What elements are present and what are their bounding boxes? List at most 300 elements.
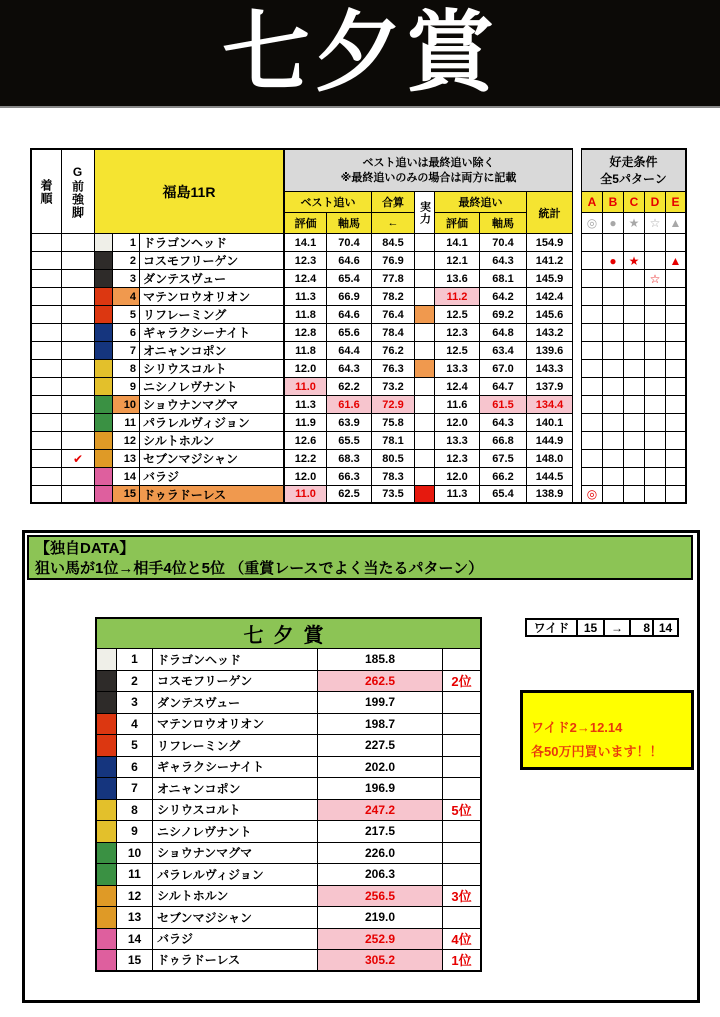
pattern-mark-c [624,234,645,252]
spacer [573,324,582,342]
pattern-mark-c [624,324,645,342]
pattern-mark-e [666,468,687,486]
saishu-jikuba: 64.3 [480,414,527,432]
saishu-jikuba: 64.8 [480,324,527,342]
pattern-mark-a [582,432,603,450]
best-hyoka: 11.8 [285,342,327,360]
pattern-mark-c [624,270,645,288]
horse-name: ニシノレヴナント [140,378,285,396]
pattern-mark-b [603,378,624,396]
pattern-mark-b [603,270,624,288]
wide-bet-strip [525,618,679,637]
pattern-header-line2: 全5パターン [600,171,667,186]
spacer [573,306,582,324]
toukei-cell: 154.9 [527,234,573,252]
table-note [285,148,573,192]
race-name-cell: 福島11R [95,148,285,234]
best-hyoka: 12.3 [285,252,327,270]
toukei-cell: 142.4 [527,288,573,306]
horse-number: 3 [117,692,153,714]
finish-order-cell [30,432,62,450]
horse-name: ドゥラドーレス [153,950,318,972]
pattern-symbol-a: ◎ [582,213,603,234]
g-mae-cell [62,306,95,324]
gassan-cell: 76.2 [372,342,415,360]
saishu-hyoka: 11.6 [435,396,480,414]
points-value: 247.2 [318,800,443,822]
frame-color-swatch [95,778,117,800]
rank-cell [443,907,482,929]
pattern-mark-b: ● [603,252,624,270]
pattern-letter-b: B [603,192,624,213]
jitsuryoku-cell [415,450,435,468]
pattern-mark-c [624,360,645,378]
pattern-mark-d [645,342,666,360]
horse-name: ショウナンマグマ [153,843,318,865]
best-jikuba: 65.6 [327,324,372,342]
col-header-g-mae: G前強脚 [62,148,95,234]
pattern-mark-b [603,450,624,468]
toukei-cell: 144.9 [527,432,573,450]
spacer [573,486,582,504]
horse-number: 5 [113,306,140,324]
horse-number: 7 [113,342,140,360]
pattern-mark-a [582,378,603,396]
pattern-mark-a [582,234,603,252]
pattern-mark-c: ★ [624,252,645,270]
frame-color-swatch [95,950,117,972]
bet-note-line1: ワイド2→12.14 [531,720,623,735]
frame-color-swatch [95,843,117,865]
frame-color-swatch [95,342,113,360]
horse-number: 9 [117,821,153,843]
horse-number: 1 [117,649,153,671]
spacer [573,213,582,234]
table-note-line1: ベスト追いは最終追い除く [362,156,495,169]
spacer [573,288,582,306]
finish-order-cell [30,342,62,360]
original-data-section [22,530,700,1003]
saishu-hyoka: 12.5 [435,306,480,324]
pattern-mark-b [603,414,624,432]
horse-number: 13 [117,907,153,929]
spacer [573,342,582,360]
pattern-mark-e [666,396,687,414]
pattern-mark-c [624,396,645,414]
pattern-mark-e [666,306,687,324]
points-value: 219.0 [318,907,443,929]
rank-cell [443,778,482,800]
gassan-cell: 78.2 [372,288,415,306]
best-hyoka: 12.0 [285,468,327,486]
pattern-mark-a [582,360,603,378]
g-mae-cell [62,288,95,306]
toukei-cell: 143.3 [527,360,573,378]
saishu-jikuba: 64.2 [480,288,527,306]
g-mae-cell [62,486,95,504]
jitsuryoku-cell [415,252,435,270]
frame-color-swatch [95,234,113,252]
pattern-mark-b [603,234,624,252]
finish-order-cell [30,450,62,468]
pattern-mark-d [645,396,666,414]
rank-cell [443,864,482,886]
horse-name: セブンマジシャン [153,907,318,929]
horse-name: オニャンコポン [140,342,285,360]
banner-line1: 【独自DATA】 [35,540,135,557]
toukei-cell: 137.9 [527,378,573,396]
best-jikuba: 63.9 [327,414,372,432]
rank-cell: 2位 [443,671,482,693]
g-mae-cell [62,432,95,450]
pattern-symbol-e: ▲ [666,213,687,234]
gassan-cell: 72.9 [372,396,415,414]
points-value: 262.5 [318,671,443,693]
saishu-jikuba: 63.4 [480,342,527,360]
jitsuryoku-cell [415,324,435,342]
frame-color-swatch [95,360,113,378]
gassan-cell: 76.4 [372,306,415,324]
best-jikuba: 66.3 [327,468,372,486]
frame-color-swatch [95,486,113,504]
col-header-hyoka-saishu: 評価 [435,213,480,234]
col-header-gassan: 合算 [372,192,415,213]
col-header-jitsuryoku: 実力 [415,192,435,234]
pattern-mark-a: ◎ [582,486,603,504]
gassan-cell: 77.8 [372,270,415,288]
gassan-cell: 84.5 [372,234,415,252]
pattern-symbol-d: ☆ [645,213,666,234]
g-mae-cell: ✔ [62,450,95,468]
spacer [573,414,582,432]
horse-number: 15 [117,950,153,972]
pattern-letter-a: A [582,192,603,213]
saishu-jikuba: 70.4 [480,234,527,252]
pattern-letter-c: C [624,192,645,213]
jitsuryoku-cell [415,432,435,450]
pattern-mark-a [582,288,603,306]
jitsuryoku-cell [415,306,435,324]
gassan-cell: 76.3 [372,360,415,378]
horse-number: 13 [113,450,140,468]
jitsuryoku-cell [415,378,435,396]
best-hyoka: 12.8 [285,324,327,342]
wide-from: 15 [576,618,605,637]
frame-color-swatch [95,378,113,396]
saishu-hyoka: 12.1 [435,252,480,270]
horse-name: オニャンコポン [153,778,318,800]
pattern-mark-c [624,288,645,306]
frame-color-swatch [95,450,113,468]
g-mae-cell [62,396,95,414]
wide-label: ワイド [525,618,578,637]
horse-number: 10 [117,843,153,865]
horse-name: リフレーミング [140,306,285,324]
toukei-cell: 148.0 [527,450,573,468]
points-value: 256.5 [318,886,443,908]
saishu-jikuba: 66.2 [480,468,527,486]
horse-name: ギャラクシーナイト [153,757,318,779]
best-hyoka: 11.0 [285,378,327,396]
jitsuryoku-cell [415,486,435,504]
frame-color-swatch [95,288,113,306]
pattern-mark-e [666,486,687,504]
spacer [573,252,582,270]
pattern-mark-e: ▲ [666,252,687,270]
race-title-band [0,0,720,108]
finish-order-cell [30,288,62,306]
horse-number: 11 [117,864,153,886]
pattern-mark-e [666,324,687,342]
saishu-jikuba: 64.7 [480,378,527,396]
g-mae-cell [62,252,95,270]
rank-cell: 3位 [443,886,482,908]
race-analysis-table [30,148,687,504]
pattern-mark-e [666,432,687,450]
best-jikuba: 70.4 [327,234,372,252]
spacer [573,378,582,396]
saishu-jikuba: 65.4 [480,486,527,504]
saishu-hyoka: 13.6 [435,270,480,288]
gassan-cell: 76.9 [372,252,415,270]
pattern-mark-c [624,468,645,486]
points-value: 305.2 [318,950,443,972]
jitsuryoku-cell [415,270,435,288]
points-value: 227.5 [318,735,443,757]
pattern-mark-e [666,414,687,432]
pattern-mark-a [582,342,603,360]
spacer [573,192,582,213]
finish-order-cell [30,378,62,396]
saishu-jikuba: 68.1 [480,270,527,288]
pattern-mark-b [603,468,624,486]
saishu-hyoka: 11.2 [435,288,480,306]
best-jikuba: 61.6 [327,396,372,414]
g-mae-cell [62,324,95,342]
toukei-cell: 144.5 [527,468,573,486]
horse-name: ダンテスヴュー [140,270,285,288]
pattern-mark-c [624,486,645,504]
best-jikuba: 62.2 [327,378,372,396]
toukei-cell: 141.2 [527,252,573,270]
horse-name: シルトホルン [140,432,285,450]
best-hyoka: 11.0 [285,486,327,504]
pattern-mark-d [645,306,666,324]
saishu-hyoka: 13.3 [435,360,480,378]
horse-number: 4 [117,714,153,736]
frame-color-swatch [95,468,113,486]
horse-name: バラジ [153,929,318,951]
toukei-cell: 145.6 [527,306,573,324]
horse-name: セブンマジシャン [140,450,285,468]
best-hyoka: 11.3 [285,288,327,306]
pattern-mark-d [645,486,666,504]
toukei-cell: 134.4 [527,396,573,414]
frame-color-swatch [95,800,117,822]
pattern-symbol-b: ● [603,213,624,234]
col-header-finish-order: 着順 [30,148,62,234]
best-jikuba: 65.4 [327,270,372,288]
col-header-toukei: 統計 [527,192,573,234]
best-jikuba: 64.6 [327,306,372,324]
bet-note-line2: 各50万円買います！！ [531,744,663,760]
finish-order-cell [30,324,62,342]
saishu-hyoka: 12.3 [435,450,480,468]
horse-number: 7 [117,778,153,800]
horse-name: シルトホルン [153,886,318,908]
wide-arrow: → [603,618,631,637]
horse-number: 2 [117,671,153,693]
toukei-cell: 140.1 [527,414,573,432]
frame-color-swatch [95,821,117,843]
wide-to2: 14 [652,618,679,637]
toukei-cell: 138.9 [527,486,573,504]
gassan-cell: 78.3 [372,468,415,486]
best-jikuba: 68.3 [327,450,372,468]
pattern-mark-a [582,252,603,270]
horse-name: マテンロウオリオン [140,288,285,306]
horse-name: バラジ [140,468,285,486]
g-mae-cell [62,360,95,378]
col-header-arrow: ← [372,213,415,234]
g-mae-cell [62,342,95,360]
saishu-hyoka: 13.3 [435,432,480,450]
col-header-jikuba-saishu: 軸馬 [480,213,527,234]
rank-cell: 4位 [443,929,482,951]
pattern-mark-d [645,378,666,396]
spacer [573,148,582,192]
g-mae-cell [62,378,95,396]
frame-color-swatch [95,649,117,671]
best-jikuba: 65.5 [327,432,372,450]
jitsuryoku-cell [415,360,435,378]
points-value: 206.3 [318,864,443,886]
horse-number: 9 [113,378,140,396]
horse-number: 14 [113,468,140,486]
jitsuryoku-cell [415,342,435,360]
frame-color-swatch [95,929,117,951]
spacer [573,432,582,450]
rank-cell [443,649,482,671]
pattern-mark-d [645,324,666,342]
original-data-banner [27,535,693,580]
finish-order-cell [30,360,62,378]
pattern-mark-c [624,342,645,360]
rank-cell [443,735,482,757]
frame-color-swatch [95,306,113,324]
pattern-mark-b [603,360,624,378]
pattern-mark-c [624,432,645,450]
pattern-mark-d [645,468,666,486]
bet-note-box [520,690,694,770]
frame-color-swatch [95,735,117,757]
horse-name: マテンロウオリオン [153,714,318,736]
horse-name: ドゥラドーレス [140,486,285,504]
frame-color-swatch [95,692,117,714]
rank-cell [443,821,482,843]
frame-color-swatch [95,414,113,432]
pattern-mark-b [603,486,624,504]
best-hyoka: 12.6 [285,432,327,450]
g-mae-cell [62,468,95,486]
toukei-cell: 143.2 [527,324,573,342]
frame-color-swatch [95,270,113,288]
horse-number: 14 [117,929,153,951]
pattern-mark-c [624,414,645,432]
best-jikuba: 64.6 [327,252,372,270]
horse-number: 10 [113,396,140,414]
finish-order-cell [30,414,62,432]
saishu-jikuba: 66.8 [480,432,527,450]
finish-order-cell [30,234,62,252]
pattern-mark-b [603,306,624,324]
frame-color-swatch [95,252,113,270]
pattern-mark-d [645,450,666,468]
g-mae-cell [62,234,95,252]
pattern-mark-a [582,468,603,486]
frame-color-swatch [95,864,117,886]
rank-cell: 1位 [443,950,482,972]
horse-number: 4 [113,288,140,306]
horse-name: リフレーミング [153,735,318,757]
points-value: 217.5 [318,821,443,843]
pattern-mark-c [624,378,645,396]
finish-order-cell [30,468,62,486]
pattern-mark-b [603,324,624,342]
pattern-mark-e [666,288,687,306]
best-hyoka: 14.1 [285,234,327,252]
points-value: 198.7 [318,714,443,736]
spacer [573,468,582,486]
spacer [573,396,582,414]
points-table-title: 七夕賞 [95,617,482,649]
pattern-mark-d [645,234,666,252]
rank-cell [443,757,482,779]
horse-name: ダンテスヴュー [153,692,318,714]
pattern-mark-c [624,450,645,468]
g-mae-cell [62,414,95,432]
col-header-saishu-oi: 最終追い [435,192,527,213]
pattern-mark-a [582,324,603,342]
spacer [573,360,582,378]
pattern-mark-b [603,342,624,360]
gassan-cell: 75.8 [372,414,415,432]
finish-order-cell [30,306,62,324]
horse-number: 1 [113,234,140,252]
best-hyoka: 11.3 [285,396,327,414]
horse-number: 11 [113,414,140,432]
pattern-mark-a [582,450,603,468]
pattern-mark-d [645,252,666,270]
frame-color-swatch [95,757,117,779]
pattern-mark-e [666,378,687,396]
horse-number: 12 [113,432,140,450]
saishu-hyoka: 12.3 [435,324,480,342]
frame-color-swatch [95,396,113,414]
frame-color-swatch [95,432,113,450]
jitsuryoku-cell [415,468,435,486]
saishu-jikuba: 61.5 [480,396,527,414]
jitsuryoku-cell [415,234,435,252]
finish-order-cell [30,270,62,288]
gassan-cell: 78.4 [372,324,415,342]
spacer [573,234,582,252]
pattern-mark-e [666,450,687,468]
pattern-mark-e [666,342,687,360]
rank-cell [443,843,482,865]
saishu-hyoka: 11.3 [435,486,480,504]
jitsuryoku-cell [415,288,435,306]
